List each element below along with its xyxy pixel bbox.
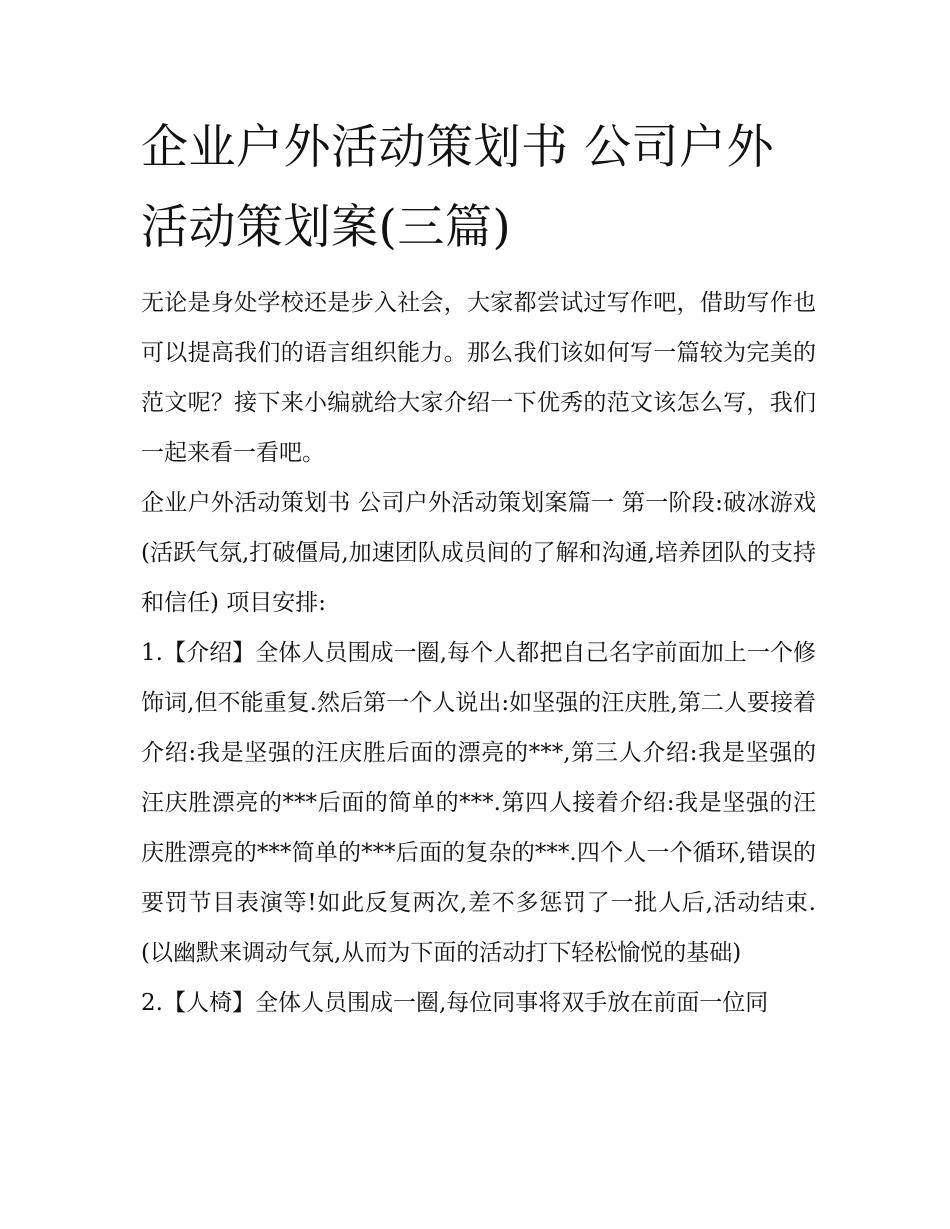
paragraph-item-introduce: 1.【介绍】全体人员围成一圈,每个人都把自己名字前面加上一个修饰词,但不能重复.然后第一个人说出:如坚强的汪庆胜,第二人要接着介绍:我是坚强的汪庆胜后面的漂亮的***,第三人介绍:我是坚强的汪庆胜漂亮的***后面的简单的***.第四人接着介绍:我是坚强的汪庆胜漂亮的***简单的***后面的复杂的***.四个人一个循环,错误的要罚节目表演等!如此反复两次,差不多惩罚了一批人后,活动结束.(以幽默来调动气氛,从而为下面的活动打下轻松愉悦的基础) bbox=[141, 640, 816, 966]
document-title: 企业户外活动策划书 公司户外活动策划案(三篇) bbox=[141, 120, 774, 255]
document-body bbox=[141, 278, 816, 1028]
paragraph-section-one: 企业户外活动策划书 公司户外活动策划案篇一 第一阶段:破冰游戏(活跃气氛,打破僵局,加速团队成员间的了解和沟通,培养团队的支持和信任) 项目安排: bbox=[141, 490, 816, 616]
paragraph-intro: 无论是身处学校还是步入社会，大家都尝试过写作吧，借助写作也可以提高我们的语言组织能力。那么我们该如何写一篇较为完美的范文呢？接下来小编就给大家介绍一下优秀的范文该怎么写，我们一起来看一看吧。 bbox=[141, 290, 816, 466]
paragraph-item-human-chair: 2.【人椅】全体人员围成一圈,每位同事将双手放在前面一位同 bbox=[141, 990, 769, 1016]
